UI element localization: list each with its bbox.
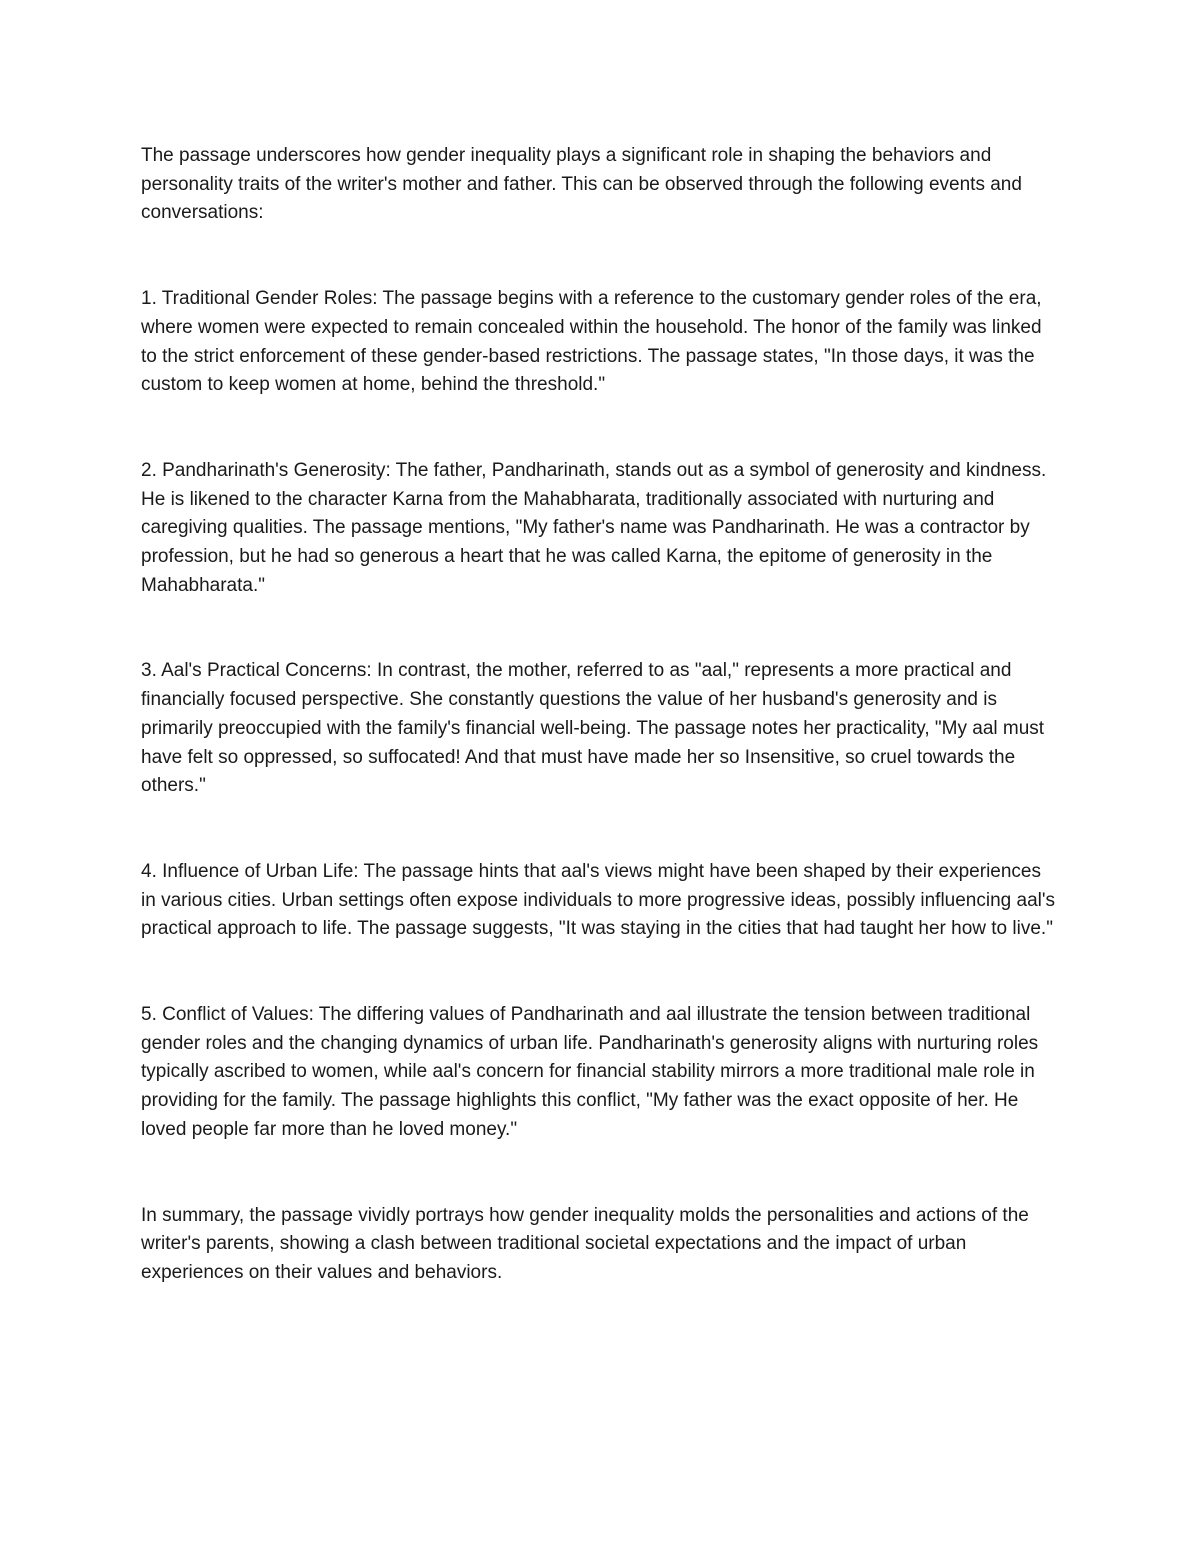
point-conflict-of-values: 5. Conflict of Values: The differing values of Pandharinath and aal illustrate the tension between traditional gender roles and the changing dynamics of urban life. Pandharinath's generosity aligns with nurturing roles typically ascribed to women, while aal's concern for financial stability mirrors a more traditional male role in providing for the family. The passage highlights this conflict, "My father was the exact opposite of her. He loved people far more than he loved money."	[141, 1004, 1039, 1140]
summary-paragraph: In summary, the passage vividly portrays how gender inequality molds the personalities and actions of the writer's parents, showing a clash between traditional societal expectations and the impact of urban experiences on their values and behaviors.	[141, 1204, 1029, 1283]
point-aal-practical-concerns: 3. Aal's Practical Concerns: In contrast, the mother, referred to as "aal," represents a more practical and financially focused perspective. She constantly questions the value of her husband's generosity and is primarily preoccupied with the family's financial well-being. The passage notes her practicality, "My aal must have felt so oppressed, so suffocated! And that must have made her so Insensitive, so cruel towards the others."	[141, 660, 1045, 797]
point-traditional-gender-roles: 1. Traditional Gender Roles: The passage begins with a reference to the customary gender roles of the era, where women were expected to remain concealed within the household. The honor of the family was linked to the strict enforcement of these gender-based restrictions. The passage states, "In those days, it was the custom to keep women at home, behind the threshold."	[141, 288, 1042, 396]
document-body	[141, 142, 1061, 1288]
intro-paragraph: The passage underscores how gender inequality plays a significant role in shaping the behaviors and personality traits of the writer's mother and father. This can be observed through the following events and conversations:	[141, 145, 1022, 224]
point-influence-urban-life: 4. Influence of Urban Life: The passage hints that aal's views might have been shaped by their experiences in various cities. Urban settings often expose individuals to more progressive ideas, possibly influencing aal's practical approach to life. The passage suggests, "It was staying in the cities that had taught her how to live."	[141, 860, 1055, 940]
point-pandharinath-generosity: 2. Pandharinath's Generosity: The father, Pandharinath, stands out as a symbol of generosity and kindness. He is likened to the character Karna from the Mahabharata, traditionally associated with nurturing and caregiving qualities. The passage mentions, "My father's name was Pandharinath. He was a contractor by profession, but he had so generous a heart that he was called Karna, the epitome of generosity in the Mahabharata."	[141, 459, 1047, 596]
